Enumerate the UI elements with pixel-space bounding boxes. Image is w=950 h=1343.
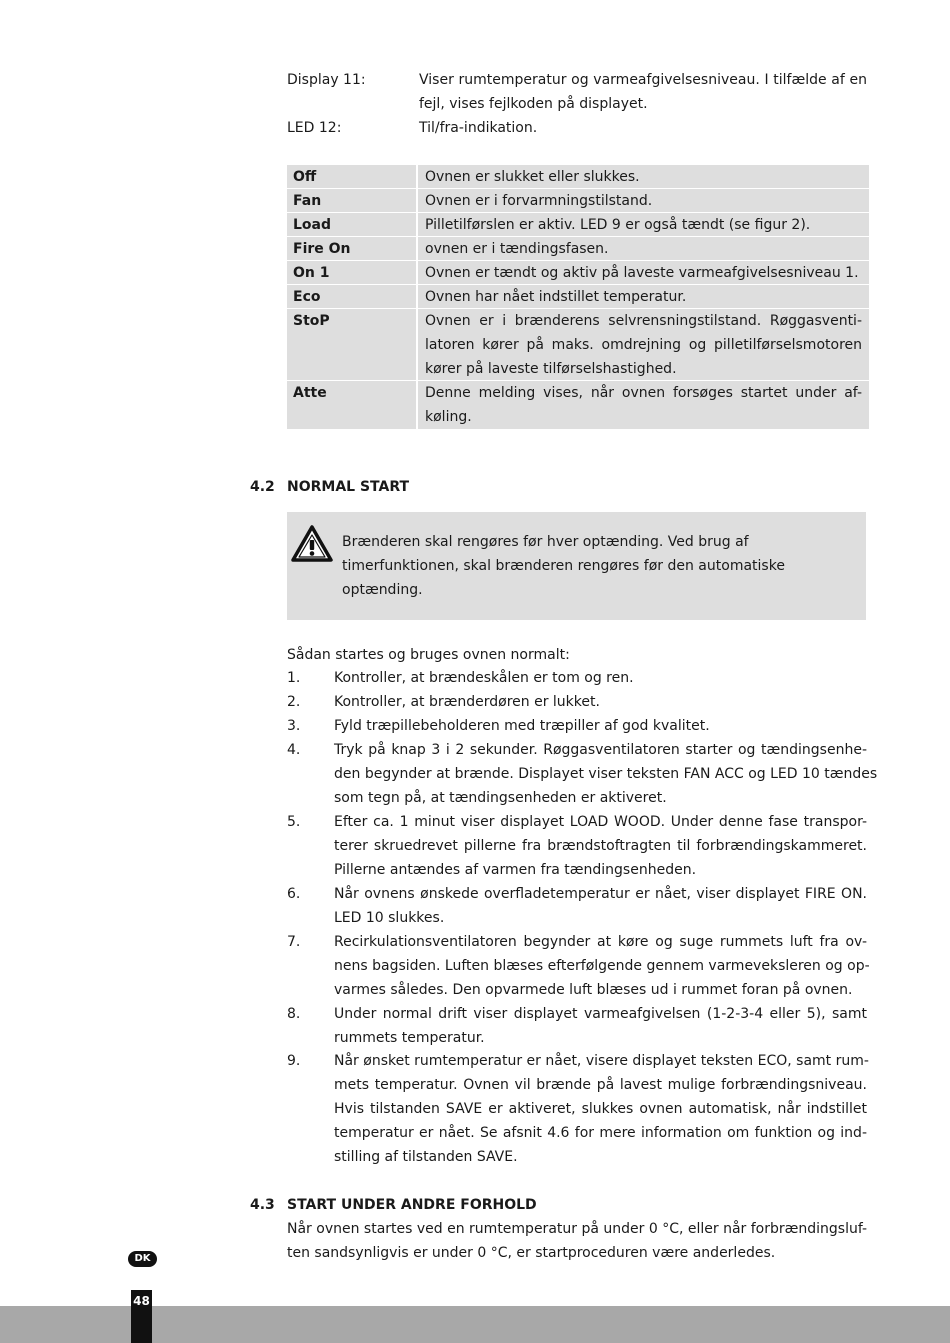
status-description: Ovnen er i forvarmningstilstand. — [425, 193, 653, 209]
status-code: Eco — [293, 289, 321, 305]
step-text: LED 10 slukkes. — [334, 910, 445, 926]
step-text: Kontroller, at brændeskålen er tom og ren. — [334, 670, 634, 686]
definition-text: Til/fra-indikation. — [419, 120, 538, 136]
step-text: Recirkulationsventilatoren begynder at køre og suge rummets luft fra ov- — [334, 934, 867, 950]
definition-text: Viser rumtemperatur og varmeafgivelsesniveau. I tilfælde af en — [419, 72, 867, 88]
step-text: Når ovnens ønskede overfladetemperatur er nået, viser displayet FIRE ON. — [334, 886, 867, 902]
warning-text: optænding. — [342, 582, 423, 598]
section-title: NORMAL START — [287, 479, 410, 495]
language-badge: DK — [128, 1251, 157, 1267]
intro-text: Sådan startes og bruges ovnen normalt: — [287, 647, 570, 663]
status-description: latoren kører på maks. omdrejning og pilletilførselsmotoren — [425, 337, 862, 353]
step-text: mets temperatur. Ovnen vil brænde på lavest mulige forbrændingsniveau. — [334, 1077, 867, 1093]
section-text: Når ovnen startes ved en rumtemperatur på under 0 °C, eller når forbrændingsluf- — [287, 1221, 868, 1237]
warning-text: timerfunktionen, skal brænderen rengøres før den automatiske — [342, 558, 785, 574]
step-text: nens bagsiden. Luften blæses efterfølgende gennem varmeveksleren og op- — [334, 958, 870, 974]
definition-label: Display 11: — [287, 72, 366, 88]
step-text: temperatur er nået. Se afsnit 4.6 for mere information om funktion og ind- — [334, 1125, 867, 1141]
step-number: 1. — [287, 670, 301, 686]
status-code: Fire On — [293, 241, 351, 257]
status-description: Ovnen har nået indstillet temperatur. — [425, 289, 687, 305]
step-text: rummets temperatur. — [334, 1030, 485, 1046]
status-description: køling. — [425, 409, 472, 425]
step-text: Tryk på knap 3 i 2 sekunder. Røggasventilatoren starter og tændingsenhe- — [334, 742, 867, 758]
step-text: Kontroller, at brænderdøren er lukket. — [334, 694, 600, 710]
step-number: 8. — [287, 1006, 301, 1022]
section-number: 4.2 — [250, 479, 275, 495]
step-text: Når ønsket rumtemperatur er nået, visere displayet teksten ECO, samt rum- — [334, 1053, 869, 1069]
step-text: som tegn på, at tændingsenheden er aktiveret. — [334, 790, 667, 806]
step-text: Efter ca. 1 minut viser displayet LOAD WOOD. Under denne fase transpor- — [334, 814, 867, 830]
section-number: 4.3 — [250, 1197, 275, 1213]
status-description: Denne melding vises, når ovnen forsøges startet under af- — [425, 385, 862, 401]
table-row — [287, 189, 869, 213]
status-code: Fan — [293, 193, 322, 209]
status-description: Pilletilførslen er aktiv. LED 9 er også tændt (se figur 2). — [425, 217, 811, 233]
table-row — [287, 381, 869, 429]
status-description: Ovnen er slukket eller slukkes. — [425, 169, 640, 185]
status-code: On 1 — [293, 265, 330, 281]
step-text: Pillerne antændes af varmen fra tændingsenheden. — [334, 862, 697, 878]
step-number: 6. — [287, 886, 301, 902]
status-code: Off — [293, 169, 317, 185]
warning-triangle-icon — [290, 524, 334, 564]
step-text: Under normal drift viser displayet varmeafgivelsen (1-2-3-4 eller 5), samt — [334, 1006, 867, 1022]
status-code: StoP — [293, 313, 330, 329]
definition-text: fejl, vises fejlkoden på displayet. — [419, 96, 648, 112]
status-description: Ovnen er i brænderens selvrensningstilstand. Røggasventi- — [425, 313, 862, 329]
definition-label: LED 12: — [287, 120, 342, 136]
table-row — [287, 309, 869, 381]
warning-text: Brænderen skal rengøres før hver optænding. Ved brug af — [342, 534, 749, 550]
section-text: ten sandsynligvis er under 0 °C, er startproceduren være anderledes. — [287, 1245, 776, 1261]
table-row — [287, 285, 869, 309]
table-row — [287, 165, 869, 189]
status-description: kører på laveste tilførselshastighed. — [425, 361, 677, 377]
page-number: 48 — [133, 1294, 150, 1308]
step-text: terer skruedrevet pillerne fra brændstoftragten til forbrændingskammeret. — [334, 838, 867, 854]
step-text: den begynder at brænde. Displayet viser teksten FAN ACC og LED 10 tændes — [334, 766, 878, 782]
table-row — [287, 213, 869, 237]
section-title: START UNDER ANDRE FORHOLD — [287, 1197, 537, 1213]
step-number: 3. — [287, 718, 301, 734]
step-text: Hvis tilstanden SAVE er aktiveret, slukkes ovnen automatisk, når indstillet — [334, 1101, 867, 1117]
status-description: ovnen er i tændingsfasen. — [425, 241, 609, 257]
step-number: 2. — [287, 694, 301, 710]
table-row — [287, 261, 869, 285]
step-number: 7. — [287, 934, 301, 950]
step-number: 9. — [287, 1053, 301, 1069]
status-code: Atte — [293, 385, 327, 401]
status-description: Ovnen er tændt og aktiv på laveste varmeafgivelsesniveau 1. — [425, 265, 859, 281]
step-text: stilling af tilstanden SAVE. — [334, 1149, 518, 1165]
step-number: 5. — [287, 814, 301, 830]
step-number: 4. — [287, 742, 301, 758]
step-text: Fyld træpillebeholderen med træpiller af god kvalitet. — [334, 718, 710, 734]
step-text: varmes således. Den opvarmede luft blæses ud i rummet foran på ovnen. — [334, 982, 853, 998]
table-row — [287, 237, 869, 261]
status-code: Load — [293, 217, 332, 233]
